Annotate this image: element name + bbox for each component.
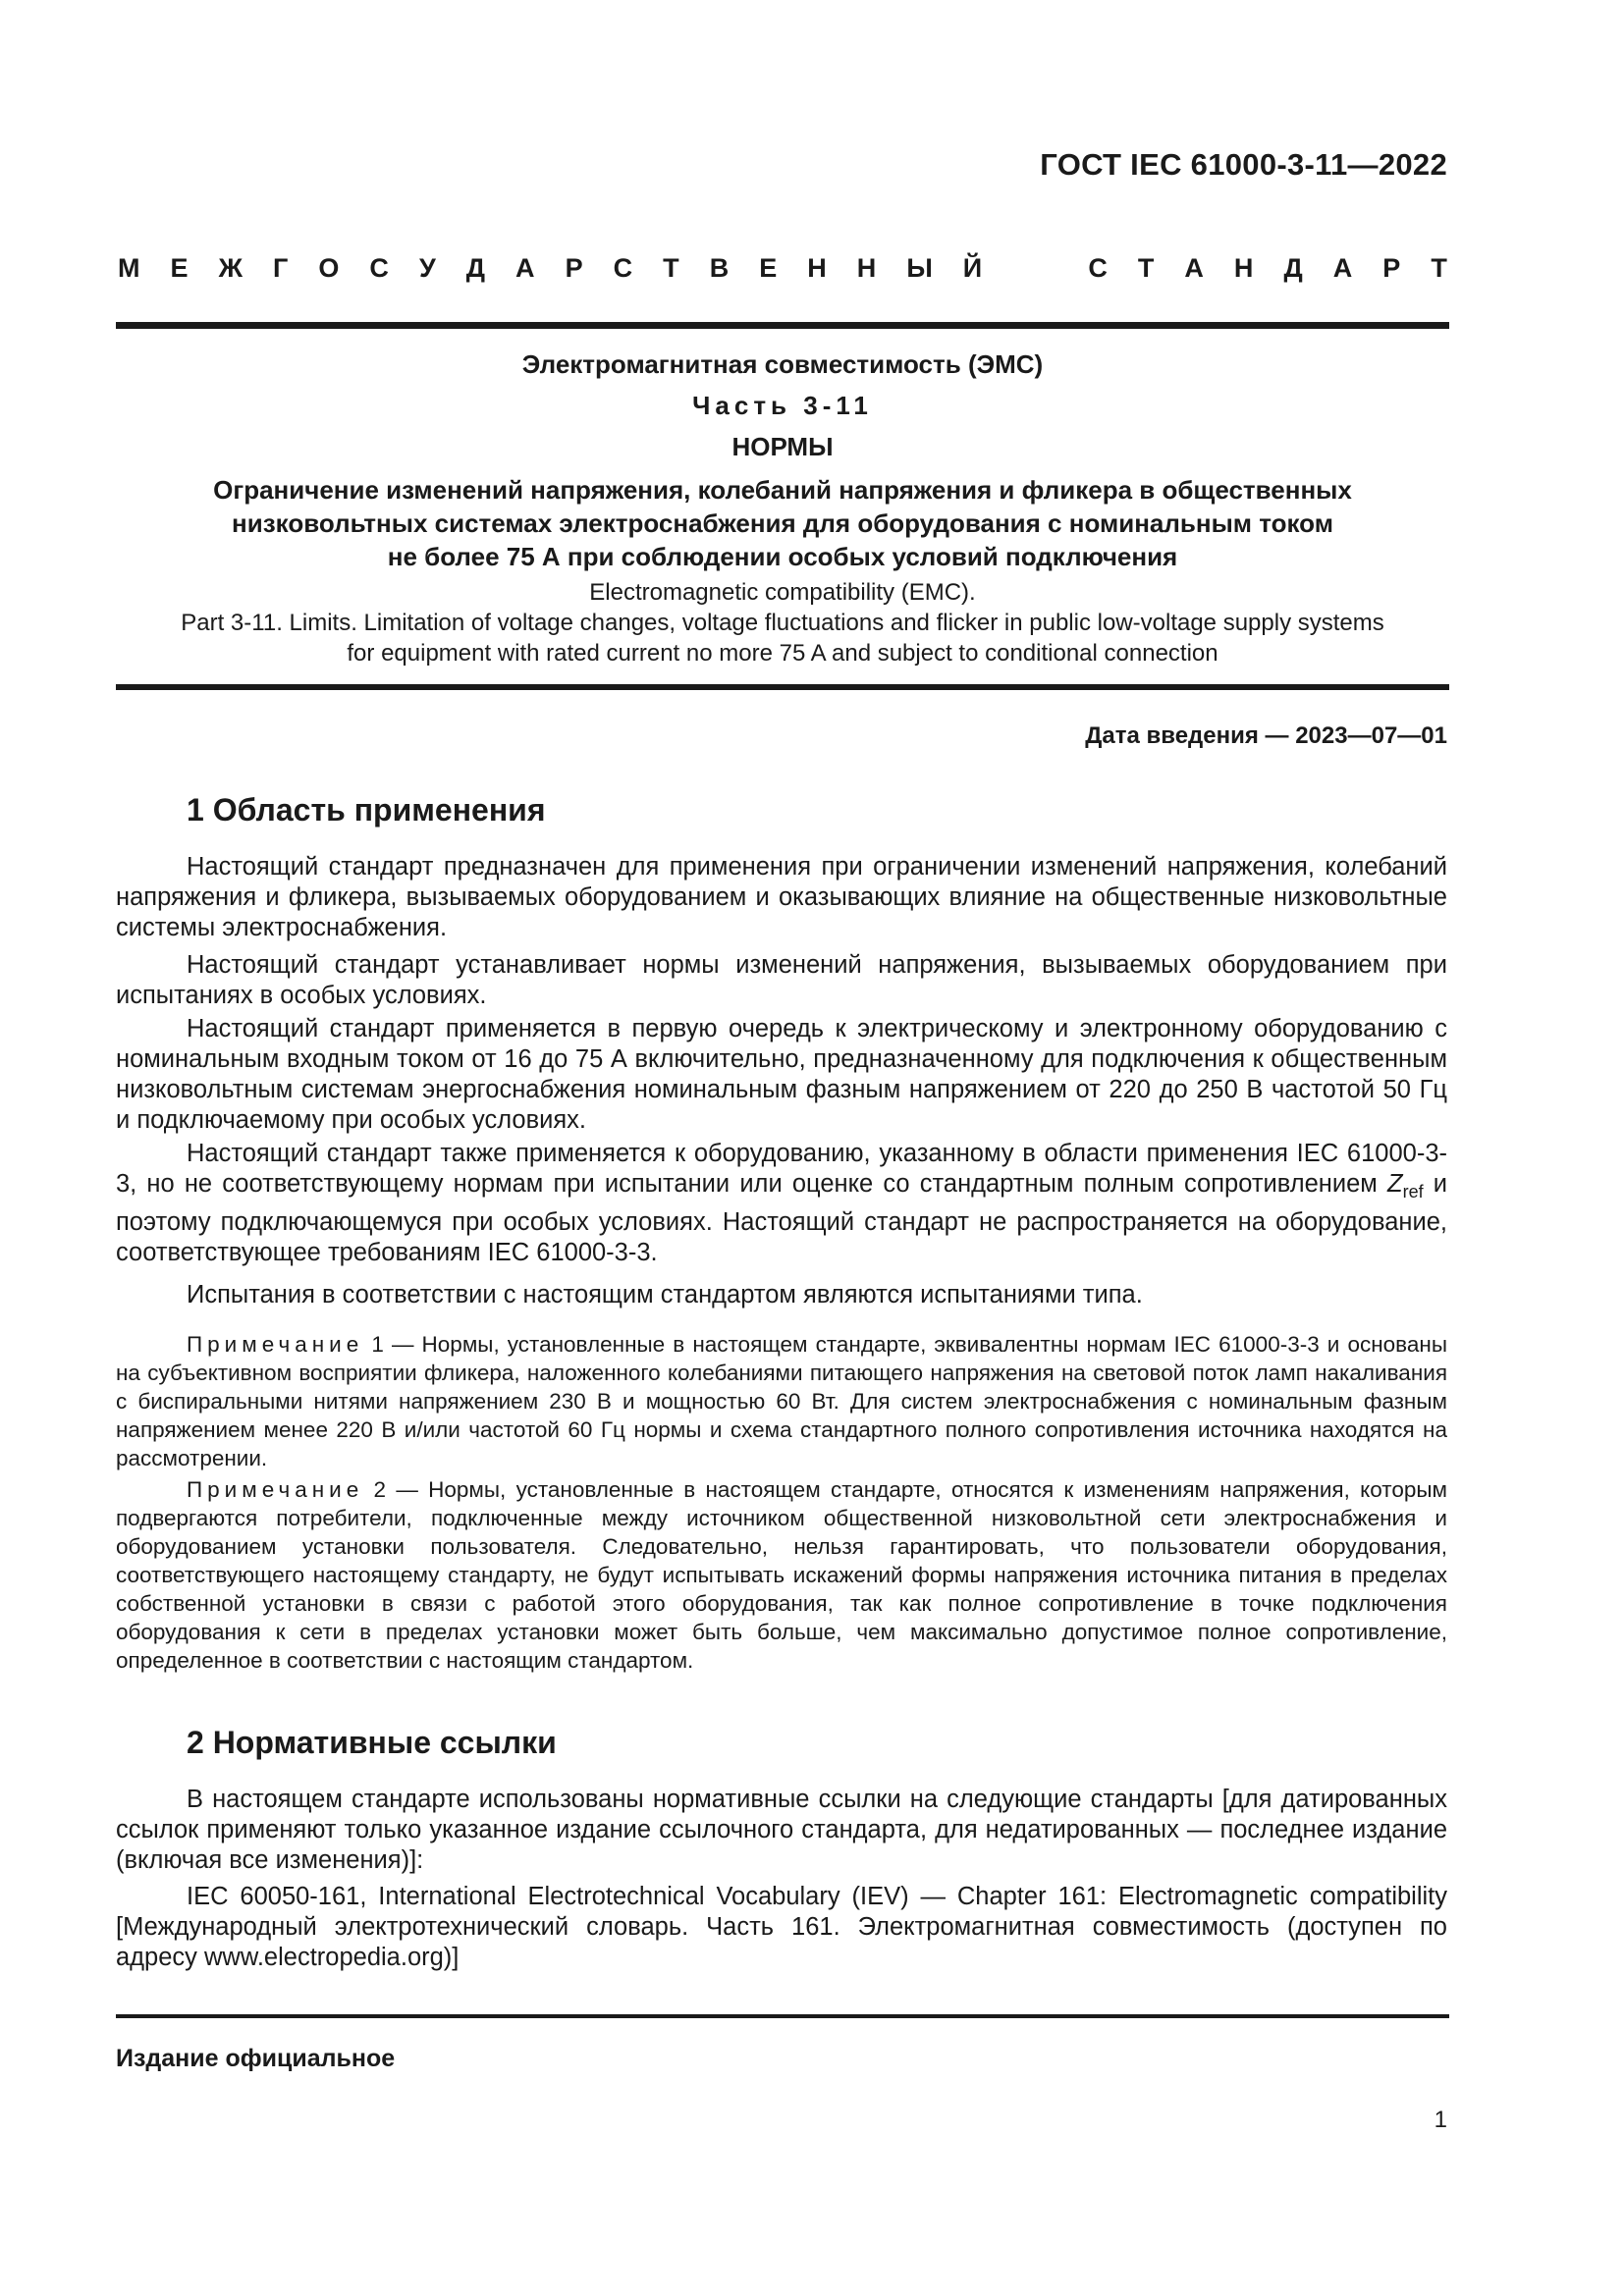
interstate-letter: Д — [1283, 253, 1303, 283]
interstate-letter: Ы — [906, 253, 933, 283]
standard-number: ГОСТ IEC 61000-3-11—2022 — [1040, 147, 1447, 182]
note-1-text: Нормы, установленные в настоящем стандарте, эквивалентны нормам IEC 61000-3-3 и основаны на субъективном восприятии фликера, наложенного колебаниями питающего напряжения на световой поток ламп накаливания с биспиральными нитями напряжением 230 В и мощностью 60 Вт. Для систем электроснабжения с номинальным фазным напряжением менее 220 В и/или частотой 60 Гц нормы и схема стандартного полного сопротивления источника находятся на рассмотрении. — [116, 1332, 1447, 1470]
interstate-letter: Н — [856, 253, 877, 283]
interstate-letter: Т — [1431, 253, 1447, 283]
interstate-letter: В — [709, 253, 730, 283]
scope-paragraph-4 — [116, 1139, 1447, 1268]
interstate-letter: С — [1088, 253, 1108, 283]
references-paragraph-2: IEC 60050-161, International Electrotechnical Vocabulary (IEV) — Chapter 161: Electromagnetic compatibility [Международный электротехнический словарь. Часть 161. Электромагнитная совместимость (доступен по адресу www.electropedia.org)] — [116, 1883, 1447, 1971]
section-heading-normative-references: 2 Нормативные ссылки — [187, 1725, 557, 1760]
z-ref-subscript: ref — [1402, 1182, 1424, 1202]
footer-divider — [116, 2014, 1449, 2018]
interstate-letter: Ж — [218, 253, 243, 283]
official-edition-label: Издание официальное — [116, 2045, 396, 2072]
note-1 — [116, 1330, 1447, 1472]
title-norms: НОРМЫ — [731, 432, 834, 461]
interstate-letter: Й — [962, 253, 983, 283]
title-english — [116, 577, 1449, 668]
note-1-number: 1 — — [363, 1332, 422, 1357]
scope-paragraph-1: Настоящий стандарт предназначен для применения при ограничении изменений напряжения, колебаний напряжения и фликера, вызываемых оборудованием и оказывающих влияние на общественные низковольтные системы электроснабжения. — [116, 853, 1447, 941]
title-en-line-3: for equipment with rated current no more 75 A and subject to conditional connection — [347, 640, 1218, 667]
interstate-letter: М — [118, 253, 140, 283]
title-long-line-2: низковольтных системах электроснабжения для оборудования с номинальным током — [232, 508, 1333, 538]
introduction-date: Дата введения — 2023—07—01 — [1085, 722, 1447, 749]
interstate-letter: Е — [170, 253, 189, 283]
interstate-letter: Р — [1382, 253, 1401, 283]
note-2 — [116, 1475, 1447, 1675]
interstate-letter: Е — [759, 253, 778, 283]
title-long — [116, 473, 1449, 573]
interstate-letter: Г — [273, 253, 289, 283]
note-2-label: Примечание — [187, 1477, 364, 1502]
note-2-text: Нормы, установленные в настоящем стандарте, относятся к изменениям напряжения, которым подвергаются потребители, подключенные между источником общественной низковольтной сети электроснабжения и оборудованием установки пользователя. Следовательно, нельзя гарантировать, что пользователи оборудования, соответствующего настоящему стандарту, не будут испытывать искажений формы напряжения источника питания в пределах собственной установки в связи с работой этого оборудования, так как полное сопротивление в точке подключения оборудования к сети в пределах установки может быть больше, чем максимально допустимое полное сопротивление, определенное в соответствии с настоящим стандартом. — [116, 1477, 1447, 1673]
interstate-letter: Н — [1233, 253, 1254, 283]
title-main: Электромагнитная совместимость (ЭМС) — [521, 349, 1044, 379]
scope-paragraph-5: Испытания в соответствии с настоящим стандартом являются испытаниями типа. — [187, 1281, 1143, 1308]
title-long-line-1: Ограничение изменений напряжения, колебаний напряжения и фликера в общественных — [213, 475, 1352, 505]
scope-p4-text-b: и поэтому подключающемуся при особых условиях. Настоящий стандарт не распространяется на оборудование, соответствующее требованиям IEC 61000-3-3. — [116, 1170, 1447, 1267]
interstate-letter — [1051, 253, 1058, 284]
scope-p4-text-a: Настоящий стандарт также применяется к оборудованию, указанному в области применения IEC 61000-3-3, но не соответствующему нормам при испытании или оценке со стандартным полным сопротивлением — [116, 1140, 1447, 1198]
title-en-line-2: Part 3-11. Limits. Limitation of voltage changes, voltage fluctuations and flicker in public low-voltage supply systems — [181, 610, 1384, 636]
interstate-letter: Р — [565, 253, 583, 283]
z-symbol: Z — [1387, 1170, 1403, 1198]
interstate-letter: Н — [807, 253, 827, 283]
scope-paragraph-3: Настоящий стандарт применяется в первую очередь к электрическому и электронному оборудованию с номинальным входным током от 16 до 75 А включительно, предназначенному для подключения к общественным низковольтным системам энергоснабжения номинальным фазным напряжением от 220 до 250 В частотой 50 Гц и подключаемому при особых условиях. — [116, 1015, 1447, 1134]
interstate-letter: С — [369, 253, 389, 283]
interstate-letter: С — [613, 253, 633, 283]
interstate-letter: А — [515, 253, 535, 283]
note-2-number: 2 — — [363, 1477, 429, 1502]
page-number: 1 — [1434, 2107, 1447, 2133]
interstate-standard-heading — [118, 253, 1447, 284]
title-long-line-3: не более 75 А при соблюдении особых условий подключения — [387, 542, 1178, 571]
title-part: Часть 3-11 — [692, 391, 873, 420]
interstate-letter: Т — [1137, 253, 1155, 283]
interstate-letter: У — [418, 253, 436, 283]
top-divider — [116, 322, 1449, 329]
interstate-letter: А — [1332, 253, 1353, 283]
scope-paragraph-2: Настоящий стандарт устанавливает нормы изменений напряжения, вызываемых оборудованием при испытаниях в особых условиях. — [116, 951, 1447, 1009]
section-heading-scope: 1 Область применения — [187, 792, 546, 828]
title-divider — [116, 684, 1449, 690]
interstate-letter: А — [1184, 253, 1204, 283]
interstate-letter: Т — [663, 253, 679, 283]
references-paragraph-1: В настоящем стандарте использованы нормативные ссылки на следующие стандарты [для датированных ссылок применяют только указанное издание ссылочного стандарта, для недатированных — последнее издание (включая все изменения)]: — [116, 1786, 1447, 1874]
title-en-line-1: Electromagnetic compatibility (EMC). — [589, 579, 976, 606]
interstate-letter: О — [318, 253, 340, 283]
interstate-letter: Д — [465, 253, 486, 283]
note-1-label: Примечание — [187, 1332, 364, 1357]
interstate-letter — [1012, 253, 1020, 284]
